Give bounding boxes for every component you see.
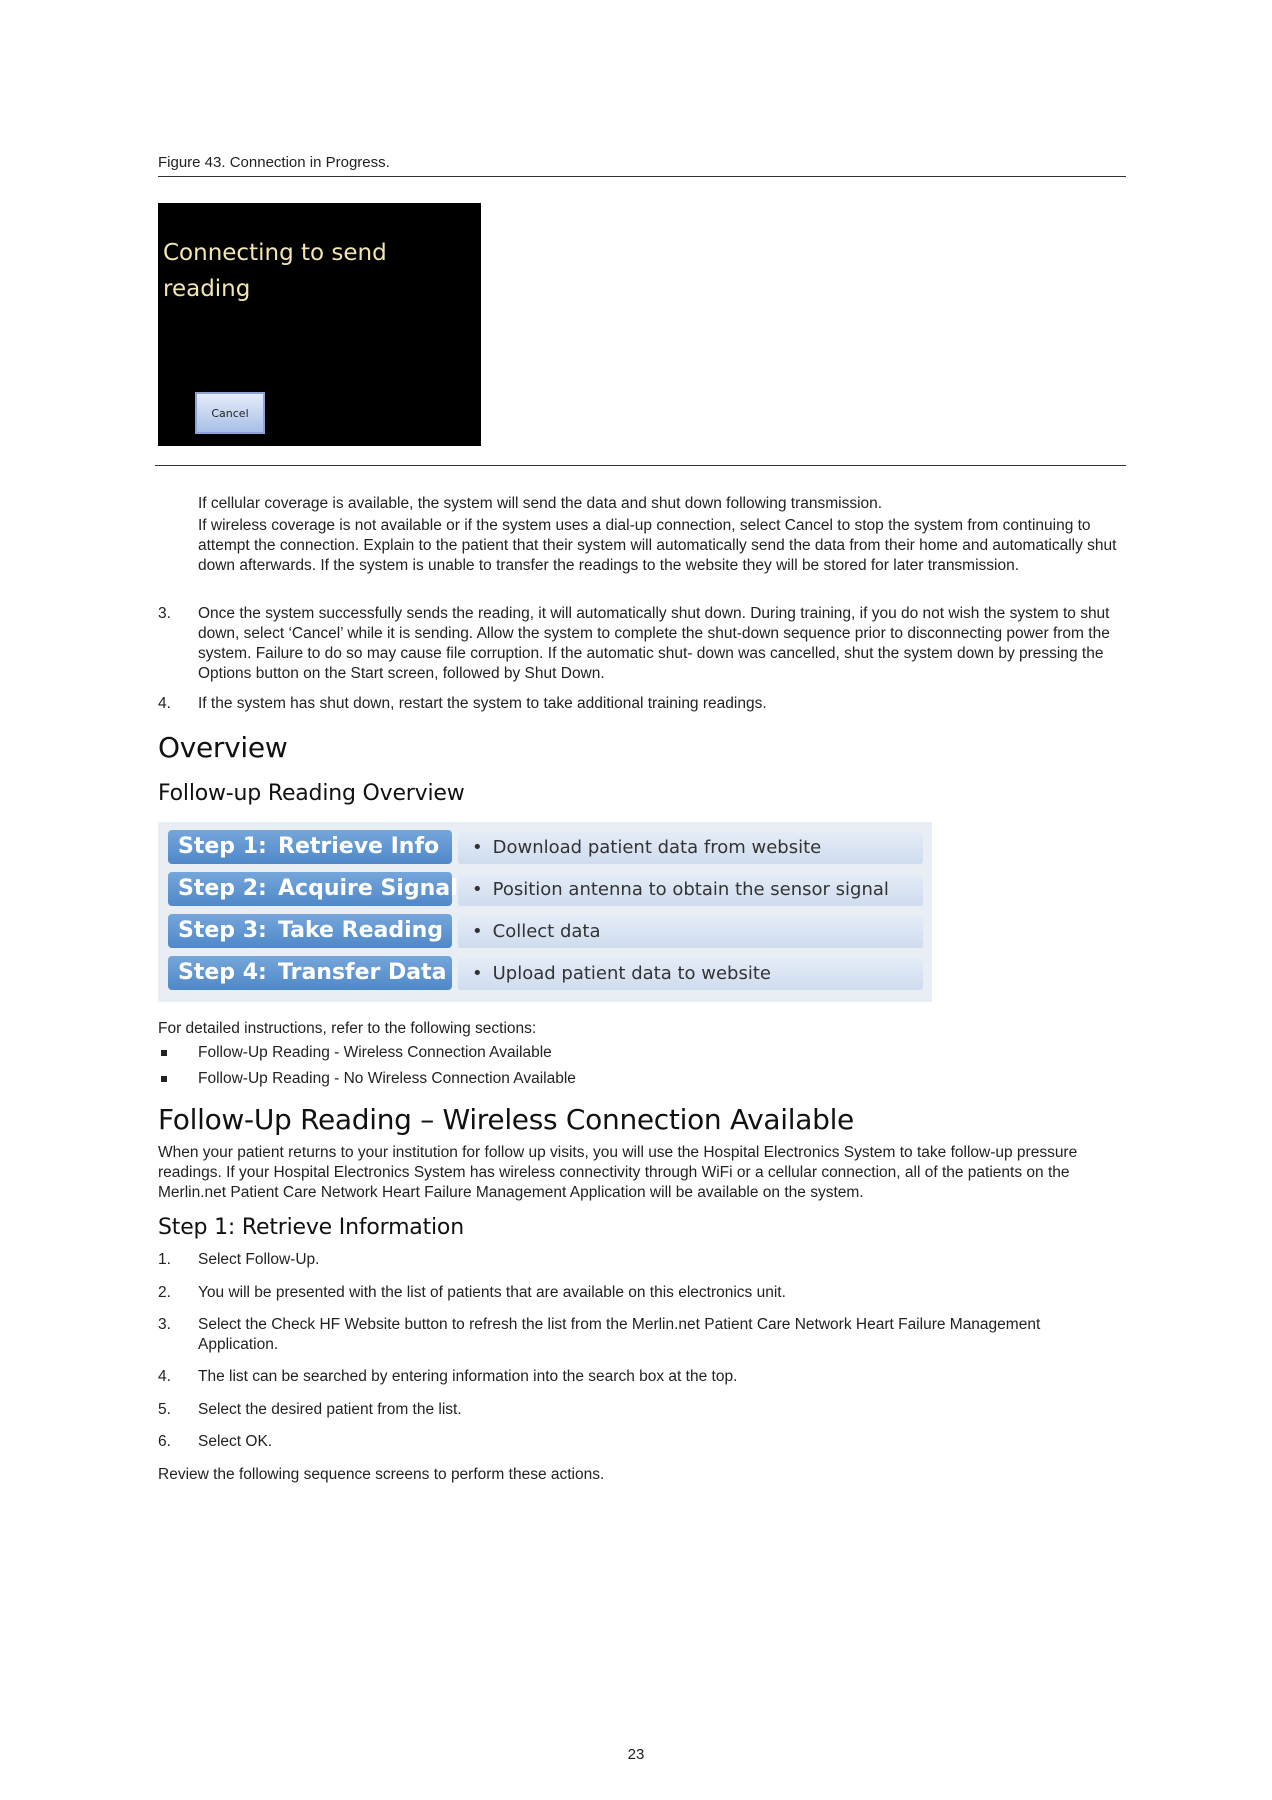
- bullet-icon: [161, 1076, 167, 1082]
- section-link[interactable]: Follow-Up Reading - No Wireless Connection Available: [198, 1070, 576, 1087]
- instructions-intro: For detailed instructions, refer to the following sections:: [158, 1020, 537, 1037]
- caption-rule: [158, 176, 1126, 177]
- list-number: 4.: [158, 1368, 171, 1385]
- step-description: • Download patient data from website: [458, 832, 923, 864]
- list-text: The list can be searched by entering information into the search box at the top.: [198, 1368, 738, 1385]
- step-description: • Collect data: [458, 916, 923, 948]
- cancel-button[interactable]: Cancel: [195, 392, 265, 434]
- step-description: • Position antenna to obtain the sensor signal: [458, 874, 923, 906]
- list-number: 3.: [158, 605, 171, 622]
- step1-heading: Step 1: Retrieve Information: [158, 1215, 464, 1240]
- figure-caption: Figure 43. Connection in Progress.: [158, 154, 390, 171]
- list-number: 1.: [158, 1251, 171, 1268]
- list-number: 4.: [158, 695, 171, 712]
- screen-message: Connecting to send reading: [163, 240, 387, 302]
- list-text: Select the Check HF Website button to refresh the list from the Merlin.net Patient Care Network Heart Failure Management Application.: [198, 1316, 1041, 1353]
- list-text: Select OK.: [198, 1433, 273, 1450]
- step-label: Step 4: Transfer Data: [168, 956, 452, 990]
- list-number: 5.: [158, 1401, 171, 1418]
- step-description: • Upload patient data to website: [458, 958, 923, 990]
- list-text: Select Follow-Up.: [198, 1251, 320, 1268]
- section-link[interactable]: Follow-Up Reading - Wireless Connection Available: [198, 1044, 552, 1061]
- step-row: [168, 872, 928, 906]
- intro-paragraph: If cellular coverage is available, the system will send the data and shut down following transmission.: [198, 495, 883, 512]
- step-row: [168, 830, 928, 864]
- step-label: Step 2: Acquire Signal: [168, 872, 452, 906]
- followup-overview-heading: Follow-up Reading Overview: [158, 781, 465, 806]
- list-text: Select the desired patient from the list.: [198, 1401, 462, 1418]
- wireless-heading: Follow-Up Reading – Wireless Connection Available: [158, 1103, 854, 1136]
- step-label: Step 3: Take Reading: [168, 914, 452, 948]
- closing-text: Review the following sequence screens to perform these actions.: [158, 1466, 605, 1483]
- steps-overview-graphic: [158, 822, 932, 1002]
- list-number: 2.: [158, 1284, 171, 1301]
- step-label: Step 1: Retrieve Info: [168, 830, 452, 864]
- list-number: 3.: [158, 1316, 171, 1333]
- list-text: You will be presented with the list of patients that are available on this electronics unit.: [198, 1284, 786, 1301]
- figure-bottom-rule: [155, 465, 1126, 466]
- connection-screen-image: [158, 203, 481, 446]
- overview-heading: Overview: [158, 731, 288, 764]
- wireless-paragraph: When your patient returns to your institution for follow up visits, you will use the Hospital Electronics System to take follow-up pressure readings. If your Hospital Electronics System has wireless connectivity through WiFi or a cellular connection, all of the patients on the Merlin.net Patient Care Network Heart Failure Management Application will be available on the system.: [158, 1144, 1078, 1201]
- intro-paragraph: If wireless coverage is not available or if the system uses a dial-up connection, select Cancel to stop the system from continuing to attempt the connection. Explain to the patient that their system will automatically send the data from their home and automatically shut down afterwards. If the system is unable to transfer the readings to the website they will be stored for later transmission.: [198, 517, 1117, 574]
- step-row: [168, 956, 928, 990]
- bullet-icon: [161, 1050, 167, 1056]
- step-row: [168, 914, 928, 948]
- list-text: If the system has shut down, restart the system to take additional training readings.: [198, 695, 767, 712]
- page-number: 23: [627, 1746, 645, 1763]
- list-text: Once the system successfully sends the reading, it will automatically shut down. During training, if you do not wish the system to shut down, select ‘Cancel’ while it is sending. Allow the system to complete the shut-down sequence prior to disconnecting power from the system. Failure to do so may cause file corruption. If the automatic shut- down was cancelled, shut the system down by pressing the Options button on the Start screen, followed by Shut Down.: [198, 605, 1110, 682]
- list-number: 6.: [158, 1433, 171, 1450]
